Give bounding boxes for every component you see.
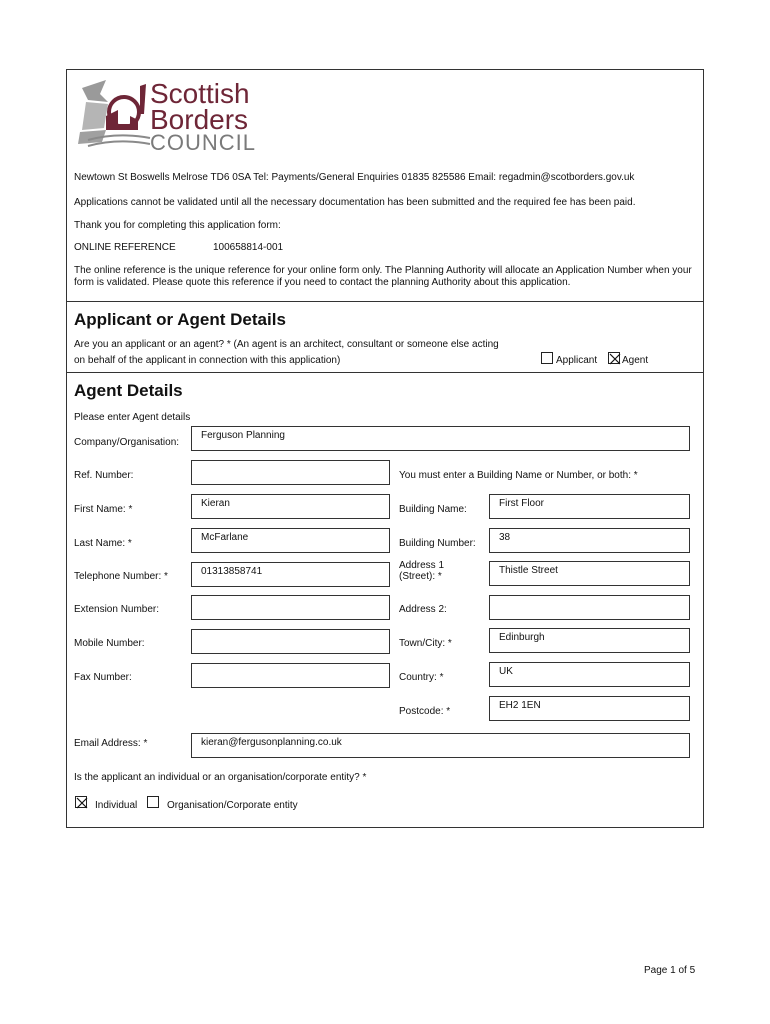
mobile-field[interactable] xyxy=(191,629,390,654)
individual-checkbox[interactable] xyxy=(75,796,87,808)
company-field[interactable] xyxy=(191,426,690,451)
postcode-field[interactable] xyxy=(489,696,690,721)
organisation-option-label: Organisation/Corporate entity xyxy=(167,800,298,811)
page-number: Page 1 of 5 xyxy=(644,965,696,976)
check-x-icon xyxy=(609,353,621,365)
applicant-agent-question-line2: on behalf of the applicant in connection with this application) xyxy=(74,355,341,366)
town-field[interactable] xyxy=(489,628,690,653)
thanks-text: Thank you for completing this application form: xyxy=(74,220,281,231)
address1-label-line1: Address 1 xyxy=(399,560,445,571)
applicant-option-label: Applicant xyxy=(556,355,598,366)
applicant-checkbox[interactable] xyxy=(541,352,553,364)
crest-icon xyxy=(78,80,153,150)
telephone-field[interactable] xyxy=(191,562,390,587)
ref-number-field[interactable] xyxy=(191,460,390,485)
town-label: Town/City: * xyxy=(399,638,452,649)
applicant-agent-question-line1: Are you an applicant or an agent? * (An agent is an architect, consultant or someone else acting xyxy=(74,339,499,350)
country-label: Country: * xyxy=(399,672,444,683)
building-name-field[interactable] xyxy=(489,494,690,519)
divider xyxy=(66,301,704,302)
first-name-label: First Name: * xyxy=(74,504,133,515)
town-value: Edinburgh xyxy=(499,632,545,643)
address1-label-line2: (Street): * xyxy=(399,571,442,582)
council-address: Newtown St Boswells Melrose TD6 0SA Tel: Payments/General Enquiries 01835 825586 Email: regadmin@scotborders.gov.uk xyxy=(74,172,635,183)
mobile-label: Mobile Number: xyxy=(74,638,145,649)
extension-field[interactable] xyxy=(191,595,390,620)
check-x-icon xyxy=(76,797,88,809)
telephone-value: 01313858741 xyxy=(201,566,263,577)
agent-checkbox[interactable] xyxy=(608,352,620,364)
company-value: Ferguson Planning xyxy=(201,430,285,441)
agent-option-label: Agent xyxy=(622,355,649,366)
online-reference-value: 100658814-001 xyxy=(213,242,284,253)
logo-line2: Borders xyxy=(150,104,249,135)
fax-label: Fax Number: xyxy=(74,672,132,683)
first-name-value: Kieran xyxy=(201,498,230,509)
email-label: Email Address: * xyxy=(74,738,148,749)
country-value: UK xyxy=(499,666,513,677)
agent-details-heading: Agent Details xyxy=(74,381,183,400)
email-field[interactable] xyxy=(191,733,690,758)
extension-label: Extension Number: xyxy=(74,604,160,615)
organisation-checkbox[interactable] xyxy=(147,796,159,808)
building-number-value: 38 xyxy=(499,532,511,543)
last-name-label: Last Name: * xyxy=(74,538,132,549)
agent-details-intro: Please enter Agent details xyxy=(74,412,191,423)
email-value: kieran@fergusonplanning.co.uk xyxy=(201,737,342,748)
individual-option-label: Individual xyxy=(95,800,138,811)
last-name-field[interactable] xyxy=(191,528,390,553)
address2-field[interactable] xyxy=(489,595,690,620)
telephone-label: Telephone Number: * xyxy=(74,571,168,582)
building-number-field[interactable] xyxy=(489,528,690,553)
building-number-label: Building Number: xyxy=(399,538,476,549)
postcode-label: Postcode: * xyxy=(399,706,451,717)
applicant-agent-heading: Applicant or Agent Details xyxy=(74,310,286,329)
building-requirement-note: You must enter a Building Name or Number, or both: * xyxy=(399,470,638,481)
building-name-value: First Floor xyxy=(499,498,544,509)
divider xyxy=(66,372,704,373)
country-field[interactable] xyxy=(489,662,690,687)
building-name-label: Building Name: xyxy=(399,504,467,515)
last-name-value: McFarlane xyxy=(201,532,249,543)
entity-question: Is the applicant an individual or an organisation/corporate entity? * xyxy=(74,772,367,783)
address1-field[interactable] xyxy=(489,561,690,586)
first-name-field[interactable] xyxy=(191,494,390,519)
address1-value: Thistle Street xyxy=(499,565,558,576)
fax-field[interactable] xyxy=(191,663,390,688)
council-logo xyxy=(78,80,268,155)
postcode-value: EH2 1EN xyxy=(499,700,541,711)
address2-label: Address 2: xyxy=(399,604,447,615)
online-reference-label: ONLINE REFERENCE xyxy=(74,242,176,253)
validation-note: Applications cannot be validated until all the necessary documentation has been submitted and the required fee has been paid. xyxy=(74,197,636,208)
reference-note: The online reference is the unique reference for your online form only. The Planning Authority will allocate an Application Number when your form is validated. Please quote this reference if you need to contact the planning Authority about this application. xyxy=(74,265,692,288)
ref-number-label: Ref. Number: xyxy=(74,470,134,481)
logo-line1: Scottish xyxy=(150,78,250,109)
company-label: Company/Organisation: xyxy=(74,437,180,448)
logo-line3: COUNCIL xyxy=(150,130,257,155)
